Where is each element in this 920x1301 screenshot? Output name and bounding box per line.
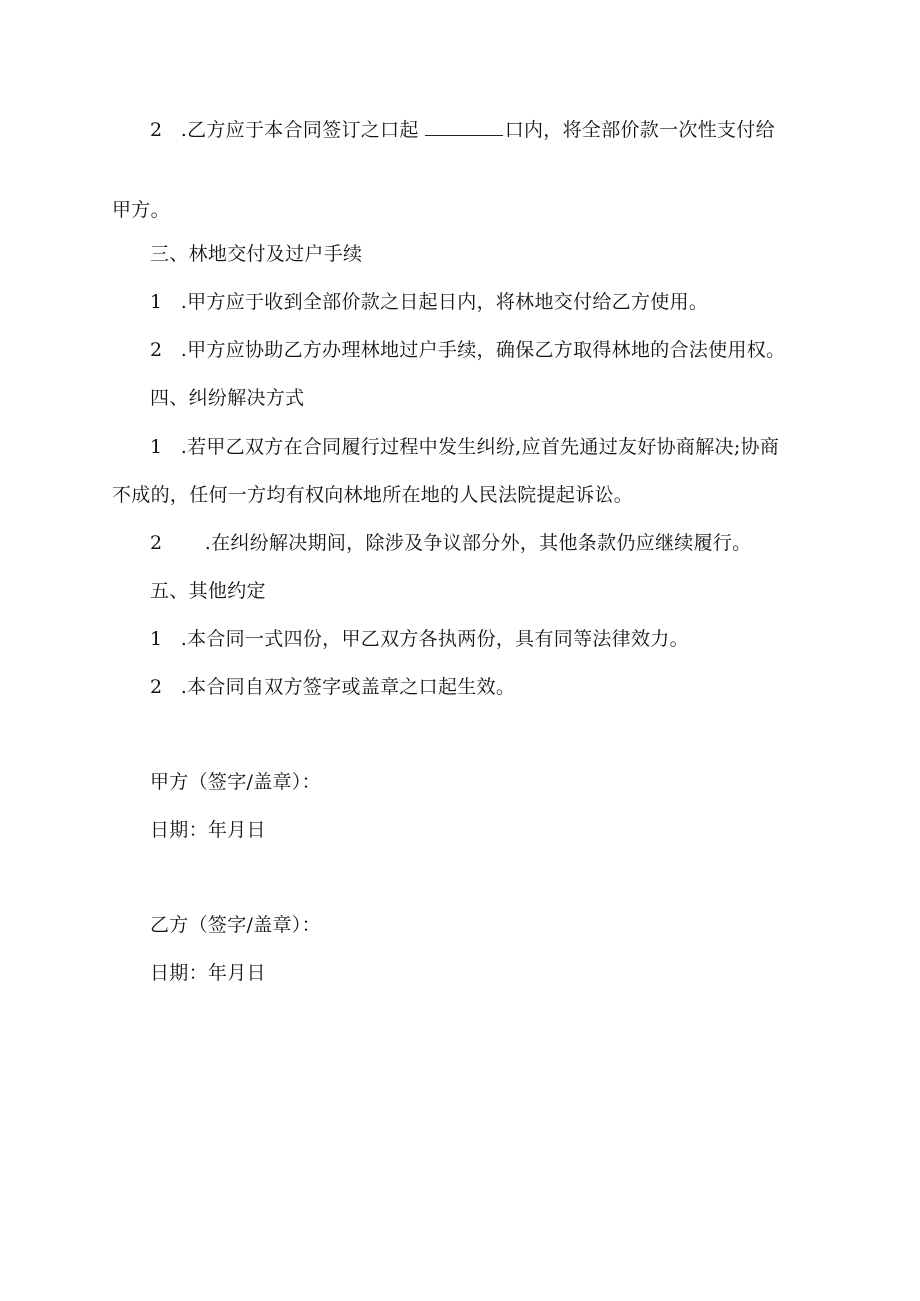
- item-text: .甲方应于收到全部价款之日起日内，将林地交付给乙方使用。: [180, 291, 709, 313]
- section-5-item-2: [150, 675, 515, 699]
- section-4-item-1-continuation: 不成的，任何一方均有权向林地所在地的人民法院提起诉讼。: [112, 484, 634, 506]
- section-3-item-1: [150, 290, 708, 314]
- clause-2-2: [150, 118, 775, 142]
- item-number: 2: [150, 532, 163, 554]
- item-number: 2: [150, 339, 163, 361]
- item-number: 1: [150, 291, 163, 313]
- item-text: .若甲乙双方在合同履行过程中发生纠纷,应首先通过友好协商解决;协商: [180, 436, 780, 458]
- clause-text-end: 口内，将全部价款一次性支付给: [504, 119, 775, 141]
- section-5-item-1: [150, 627, 689, 651]
- item-number: 1: [150, 436, 163, 458]
- item-number: 2: [150, 676, 163, 698]
- clause-number: 2: [150, 119, 163, 141]
- item-number: 1: [150, 628, 163, 650]
- section-3-heading: 三、林地交付及过户手续: [150, 243, 363, 265]
- item-text: .本合同一式四份，甲乙双方各执两份，具有同等法律效力。: [180, 628, 689, 650]
- item-text: .甲方应协助乙方办理林地过户手续，确保乙方取得林地的合法使用权。: [180, 339, 786, 361]
- party-b-date-label: 日期：年月日: [150, 962, 266, 984]
- blank-days-field: [425, 119, 503, 136]
- section-4-item-2: [150, 531, 751, 555]
- clause-text-start: .乙方应于本合同签订之口起: [180, 119, 419, 141]
- item-text: .本合同自双方签字或盖章之口起生效。: [180, 676, 516, 698]
- section-4-item-1: [150, 435, 779, 459]
- section-3-item-2: [150, 338, 785, 362]
- clause-2-2-continuation: 甲方。: [112, 199, 170, 221]
- party-b-signature-label: 乙方（签字/盖章）：: [150, 914, 321, 936]
- item-text: .在纠纷解决期间，除涉及争议部分外，其他条款仍应继续履行。: [204, 532, 752, 554]
- section-5-heading: 五、其他约定: [150, 580, 266, 602]
- party-a-signature-label: 甲方（签字/盖章）：: [150, 771, 321, 793]
- party-a-date-label: 日期：年月日: [150, 819, 266, 841]
- section-4-heading: 四、纠纷解决方式: [150, 387, 305, 409]
